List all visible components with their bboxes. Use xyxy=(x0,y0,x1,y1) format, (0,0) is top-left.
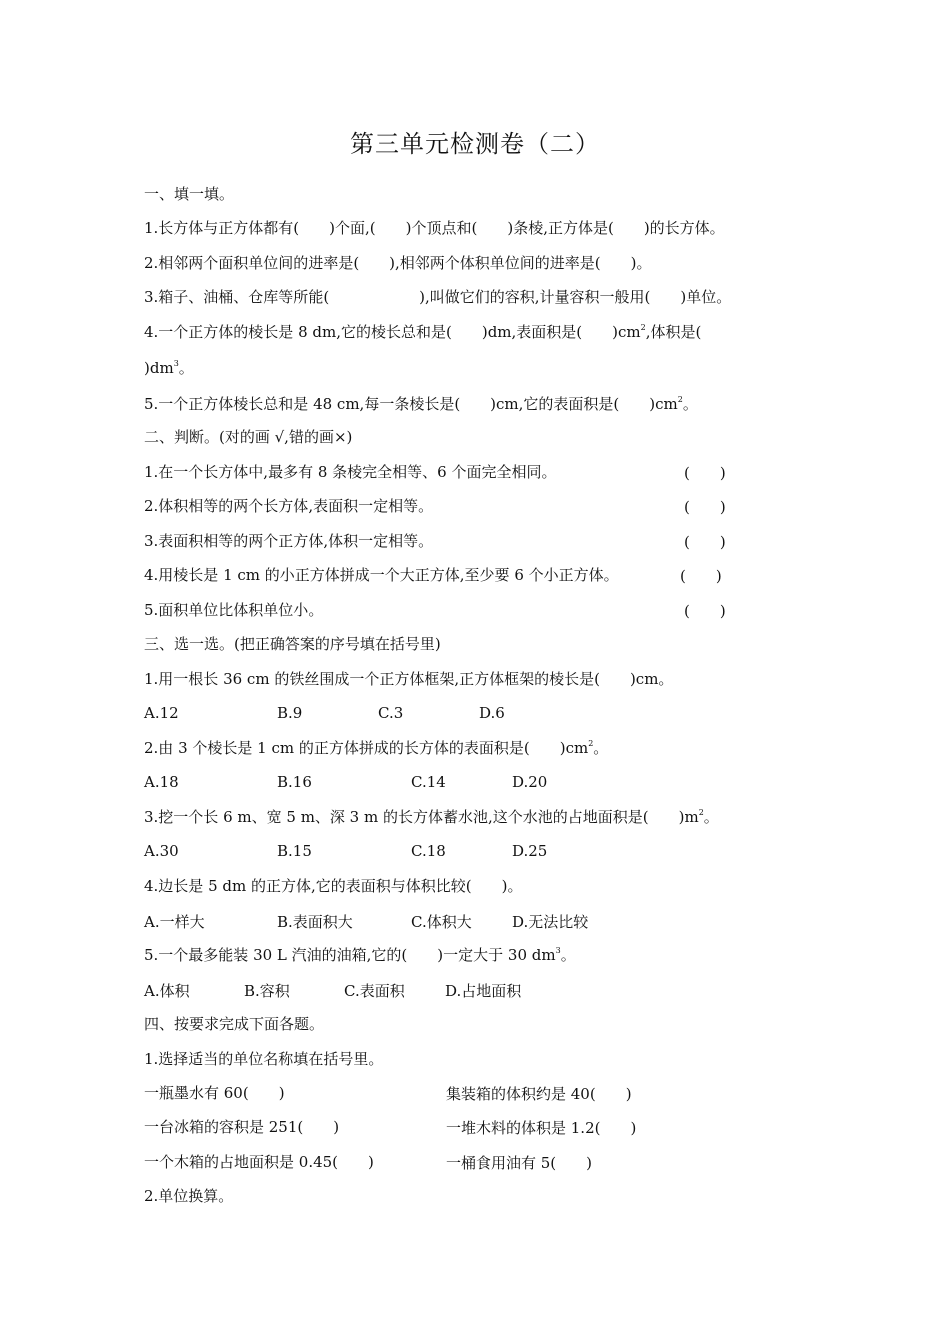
s3-q3-option-c: C.18 xyxy=(411,842,446,860)
s2-answer-blank-5: ( ) xyxy=(684,602,726,620)
section-1-heading: 一、填一填。 xyxy=(144,185,235,203)
section-3-heading: 三、选一选。(把正确答案的序号填在括号里) xyxy=(144,635,441,653)
s2-item-1: 1.在一个长方体中,最多有 8 条棱完全相等、6 个面完全相同。 xyxy=(144,463,557,481)
s4-row-2-left: 一台冰箱的容积是 251( ) xyxy=(144,1118,340,1136)
s2-item-4: 4.用棱长是 1 cm 的小正方体拼成一个大正方体,至少要 6 个小正方体。 xyxy=(144,566,619,584)
s3-q1-option-a: A.12 xyxy=(144,704,179,722)
s3-question-2 xyxy=(144,738,608,758)
s2-answer-blank-1: ( ) xyxy=(684,464,726,482)
s1-q4-part-a: 4.一个正方体的棱长是 8 dm,它的棱长总和是( )dm,表面积是( )cm xyxy=(144,323,641,341)
s4-question-2: 2.单位换算。 xyxy=(144,1187,234,1205)
s3-q3-end: 。 xyxy=(703,808,719,826)
s1-q4-sup-c: 3 xyxy=(173,359,179,368)
s2-item-3: 3.表面积相等的两个正方体,体积一定相等。 xyxy=(144,532,434,550)
s3-q2-text: 2.由 3 个棱长是 1 cm 的正方体拼成的长方体的表面积是( )cm xyxy=(144,739,589,757)
s2-item-2: 2.体积相等的两个长方体,表面积一定相等。 xyxy=(144,497,434,515)
s3-q5-option-a: A.体积 xyxy=(144,982,190,1000)
s2-answer-blank-3: ( ) xyxy=(684,533,726,551)
s3-q5-option-d: D.占地面积 xyxy=(445,982,522,1000)
s1-question-4-cont xyxy=(144,358,194,378)
s3-q4-option-b: B.表面积大 xyxy=(277,913,353,931)
s3-q2-end: 。 xyxy=(593,739,609,757)
s1-q5-sup: 2 xyxy=(677,395,683,404)
s1-q4-sup-a: 2 xyxy=(640,323,646,332)
s3-q3-text: 3.挖一个长 6 m、宽 5 m、深 3 m 的长方体蓄水池,这个水池的占地面积是( )m xyxy=(144,808,699,826)
s4-question-1: 1.选择适当的单位名称填在括号里。 xyxy=(144,1050,384,1068)
s1-q5-text: 5.一个正方体棱长总和是 48 cm,每一条棱长是( )cm,它的表面积是( )cm xyxy=(144,395,678,413)
s3-q4-option-a: A.一样大 xyxy=(144,913,205,931)
s3-q5-option-b: B.容积 xyxy=(244,982,290,1000)
s1-q5-end: 。 xyxy=(682,395,698,413)
s1-question-1: 1.长方体与正方体都有( )个面,( )个顶点和( )条棱,正方体是( )的长方体。 xyxy=(144,219,725,237)
s2-answer-blank-4: ( ) xyxy=(680,567,722,585)
s1-question-4 xyxy=(144,322,701,342)
s3-q2-option-a: A.18 xyxy=(144,773,179,791)
s3-q3-option-d: D.25 xyxy=(512,842,548,860)
page-title: 第三单元检测卷（二） xyxy=(350,130,600,158)
s3-q4-option-d: D.无法比较 xyxy=(512,913,589,931)
s3-question-5 xyxy=(144,945,576,965)
s3-q1-option-c: C.3 xyxy=(378,704,404,722)
s1-q4-part-c: )dm xyxy=(144,359,174,377)
s3-q3-option-b: B.15 xyxy=(277,842,312,860)
s3-q2-option-d: D.20 xyxy=(512,773,548,791)
s1-question-2: 2.相邻两个面积单位间的进率是( ),相邻两个体积单位间的进率是( )。 xyxy=(144,254,652,272)
s2-answer-blank-2: ( ) xyxy=(684,498,726,516)
s3-q3-sup: 2 xyxy=(698,808,704,817)
s4-row-2-right: 一堆木料的体积是 1.2( ) xyxy=(446,1119,637,1137)
s3-q1-option-b: B.9 xyxy=(277,704,303,722)
s4-row-1-left: 一瓶墨水有 60( ) xyxy=(144,1084,285,1102)
section-2-heading: 二、判断。(对的画 √,错的画×) xyxy=(144,428,353,446)
s3-q5-end: 。 xyxy=(560,946,576,964)
s1-q4-end: 。 xyxy=(178,359,194,377)
s4-row-3-left: 一个木箱的占地面积是 0.45( ) xyxy=(144,1153,374,1171)
s3-question-4: 4.边长是 5 dm 的正方体,它的表面积与体积比较( )。 xyxy=(144,877,523,895)
s3-q4-option-c: C.体积大 xyxy=(411,913,472,931)
s3-q2-option-c: C.14 xyxy=(411,773,446,791)
s3-q2-option-b: B.16 xyxy=(277,773,312,791)
section-4-heading: 四、按要求完成下面各题。 xyxy=(144,1015,325,1033)
s1-question-5 xyxy=(144,394,698,414)
s2-item-5: 5.面积单位比体积单位小。 xyxy=(144,601,324,619)
s3-question-3 xyxy=(144,807,719,827)
s3-q3-option-a: A.30 xyxy=(144,842,179,860)
s3-q5-option-c: C.表面积 xyxy=(344,982,405,1000)
s1-question-3: 3.箱子、油桶、仓库等所能( ),叫做它们的容积,计量容积一般用( )单位。 xyxy=(144,288,732,306)
s1-q4-part-b: ,体积是( xyxy=(645,323,702,341)
s3-q2-sup: 2 xyxy=(588,739,594,748)
s3-question-1: 1.用一根长 36 cm 的铁丝围成一个正方体框架,正方体框架的棱长是( )cm。 xyxy=(144,670,674,688)
s4-row-3-right: 一桶食用油有 5( ) xyxy=(446,1154,593,1172)
s3-q5-sup: 3 xyxy=(555,946,561,955)
s4-row-1-right: 集装箱的体积约是 40( ) xyxy=(446,1085,632,1103)
s3-q5-text: 5.一个最多能装 30 L 汽油的油箱,它的( )一定大于 30 dm xyxy=(144,946,556,964)
s3-q1-option-d: D.6 xyxy=(479,704,505,722)
